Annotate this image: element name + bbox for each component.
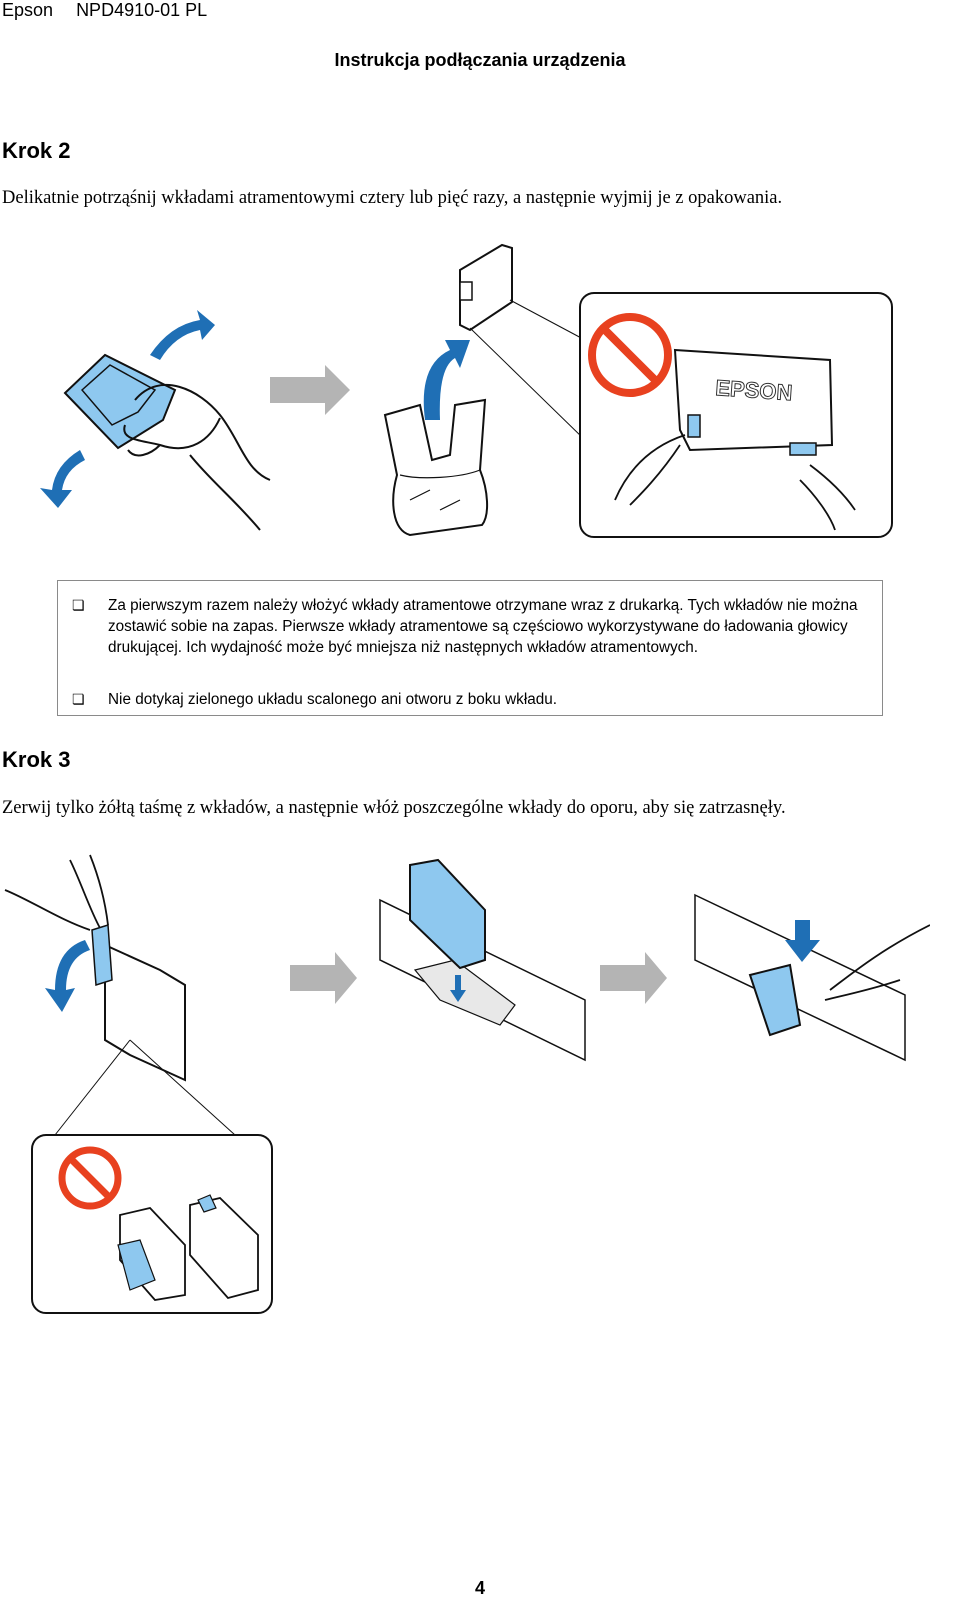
shake-cartridge-figure [65,355,270,530]
step3-instruction: Zerwij tylko żółtą taśmę z wkładów, a następnie włóż poszczególne wkłady do oporu, aby się zatrzasnęły. [2,798,786,818]
brand-name: Epson [2,0,54,20]
document-code: NPD4910-01 PL [76,0,208,20]
step2-illustration [40,240,900,555]
cartridge-brand-label: EPSON [714,375,794,406]
tear-tape-figure [5,855,235,1135]
rotate-down-arrow-icon [40,450,85,508]
step2-instruction: Delikatnie potrząśnij wkładami atramentowymi cztery lub pięć razy, a następnie wyjmij je z opakowania. [2,188,783,208]
note-item [72,595,870,658]
peel-arrow-icon [45,940,90,1012]
notes-box [57,580,883,716]
note-text: Za pierwszym razem należy włożyć wkłady atramentowe otrzymane wraz z drukarką. Tych wkładów nie można zostawić sobie na zapas. Pierwsze wkłady atramentowe są częściowo wykorzystywane do ładowania głowicy drukującej. Ich wydajność może być mniejsza niż następnych wkładów atramentowych. [108,597,858,656]
next-step-arrow-icon [270,365,350,415]
page-number: 4 [474,1578,485,1598]
open-package-figure [385,400,487,535]
step2-heading: Krok 2 [2,138,71,163]
checkbox-bullet-icon: ❏ [72,691,85,707]
running-header [2,0,225,21]
next-step-arrow-icon [600,952,667,1004]
page-title: Instrukcja podłączania urządzenia [334,50,626,70]
press-cartridge-figure [695,895,930,1060]
note-item [72,689,870,710]
step3-heading: Krok 3 [2,747,71,772]
insert-cartridge-figure [380,860,585,1060]
note-text: Nie dotykaj zielonego układu scalonego ani otworu z boku wkładu. [108,691,557,708]
rotate-up-arrow-icon [150,310,215,360]
next-step-arrow-icon [290,952,357,1004]
checkbox-bullet-icon: ❏ [72,597,85,613]
step3-illustration [0,850,930,1320]
